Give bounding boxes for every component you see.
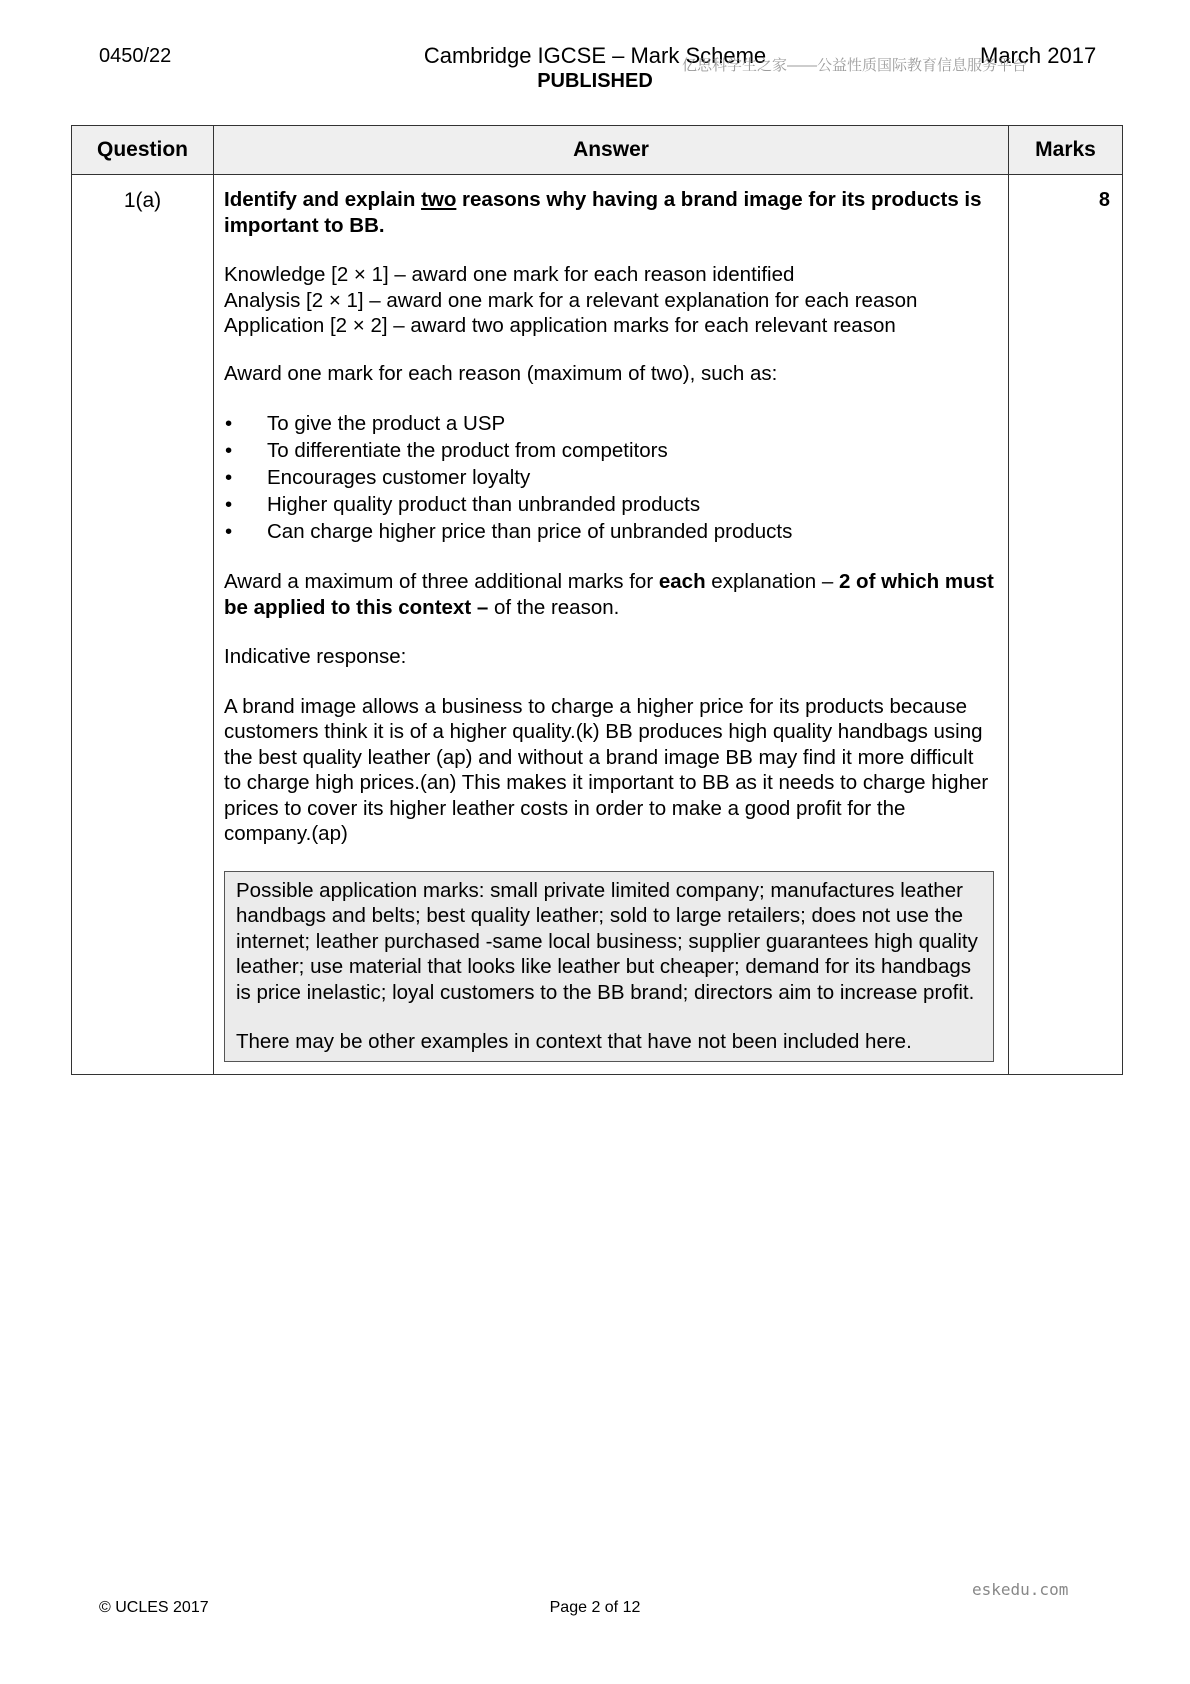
- award-intro: Award one mark for each reason (maximum of two), such as:: [224, 361, 778, 385]
- document-subtitle: PUBLISHED: [537, 70, 653, 92]
- marking-criteria: [224, 262, 994, 339]
- question-number: 1(a): [72, 175, 214, 1075]
- list-item: • Higher quality product than unbranded products: [225, 493, 701, 516]
- application-marks-box: [224, 871, 994, 1062]
- exam-date: March 2017: [980, 43, 1097, 68]
- copyright: © UCLES 2017: [99, 1599, 209, 1616]
- emphasis-word: two: [421, 188, 457, 211]
- criterion-analysis: Analysis [2 × 1] – award one mark for a relevant explanation for each reason: [224, 288, 918, 312]
- indicative-response: A brand image allows a business to charge a higher price for its products because customers think it is of a higher quality.(k) BB produces high quality handbags using the best quality leather (ap) and without a brand image BB may find it more difficult to charge high prices.(an) This makes it important to BB as it needs to charge higher prices to cover its higher leather costs in order to make a good profit for the company.(ap): [224, 694, 989, 845]
- criterion-knowledge: Knowledge [2 × 1] – award one mark for each reason identified: [224, 263, 795, 286]
- paper-code: 0450/22: [99, 45, 172, 67]
- application-marks-note: There may be other examples in context that have not been included here.: [236, 1030, 912, 1053]
- list-item: • Encourages customer loyalty: [225, 466, 531, 489]
- table-header-row: [72, 126, 1123, 175]
- list-item: • To give the product a USP: [225, 412, 506, 435]
- document-title: Cambridge IGCSE – Mark Scheme: [423, 43, 767, 68]
- question-column-header: Question: [72, 126, 214, 175]
- table-row: [72, 175, 1123, 1075]
- answer-column-header: Answer: [214, 126, 1009, 175]
- bullet-icon: •: [225, 412, 233, 435]
- page-number: Page 2 of 12: [549, 1599, 641, 1616]
- site-watermark: eskedu.com: [972, 1580, 1069, 1599]
- answer-cell: [214, 175, 1009, 1075]
- indicative-label: Indicative response:: [224, 645, 407, 668]
- marks-value: 8: [1009, 175, 1123, 1075]
- award-maximum: Award a maximum of three additional marks for each explanation – 2 of which must be applied to this context – of the reason.: [224, 570, 994, 619]
- reasons-list: [224, 410, 994, 545]
- criterion-application: Application [2 × 2] – award two application marks for each relevant reason: [224, 314, 896, 337]
- bullet-icon: •: [225, 493, 233, 516]
- marks-column-header: Marks: [1009, 126, 1123, 175]
- mark-scheme-table: [71, 125, 1123, 1075]
- watermark-text: 亿思科学生之家——公益性质国际教育信息服务平台: [682, 57, 1028, 74]
- application-marks-text: Possible application marks: small private limited company; manufactures leather handbags and belts; best quality leather; sold to large retailers; does not use the internet; leather purchased -same local business; supplier guarantees high quality leather; use material that looks like leather but cheaper; demand for its handbags is price inelastic; loyal customers to the BB brand; directors aim to increase profit.: [236, 878, 978, 1004]
- bullet-icon: •: [225, 520, 233, 543]
- bullet-icon: •: [225, 466, 233, 489]
- list-item: • To differentiate the product from competitors: [225, 439, 668, 462]
- question-prompt: Identify and explain two reasons why having a brand image for its products is important to BB.: [224, 188, 982, 237]
- list-item: • Can charge higher price than price of unbranded products: [225, 520, 793, 543]
- bullet-icon: •: [225, 439, 233, 462]
